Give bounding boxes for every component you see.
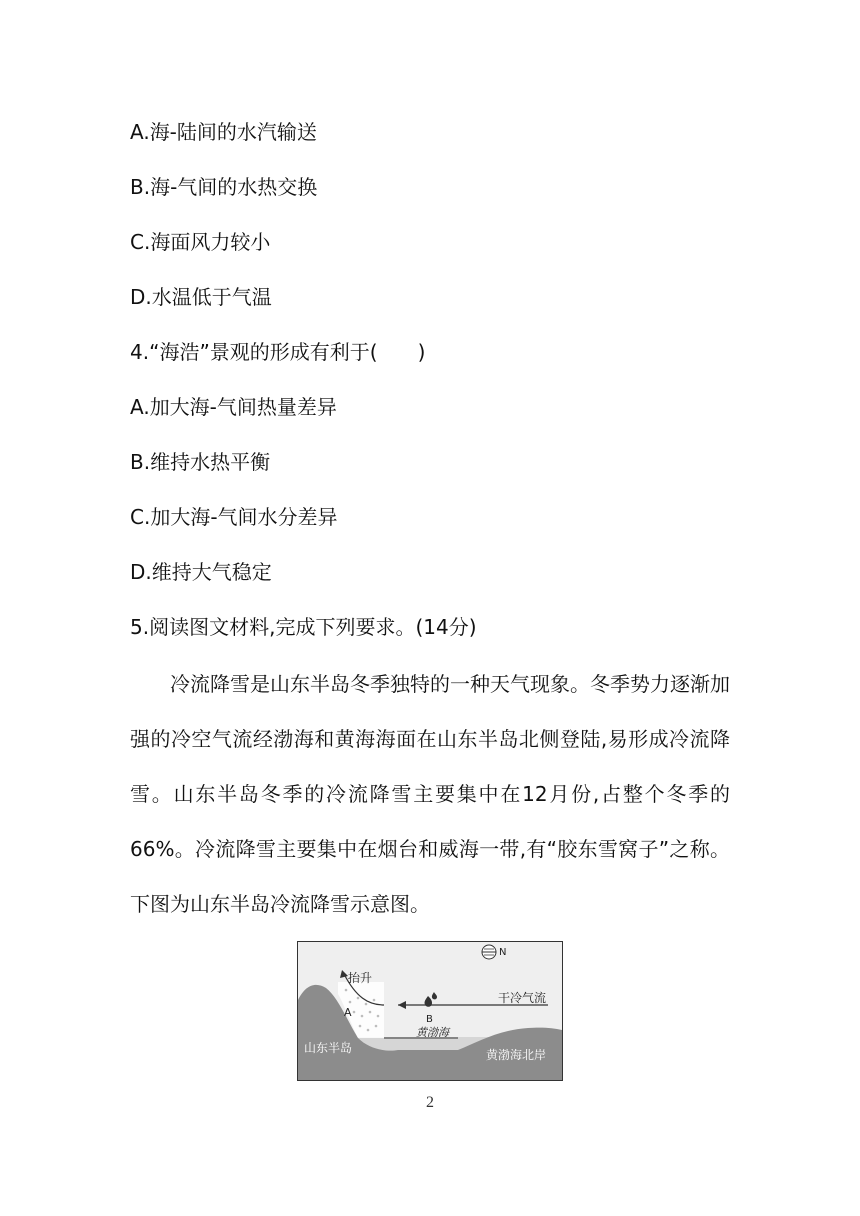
option-4c: C.加大海-气间水分差异 [130,505,338,529]
option-4d: D.维持大气稳定 [130,560,272,584]
compass-icon [482,945,496,959]
option-3b: B.海-气间的水热交换 [130,175,318,199]
lift-label: 抬升 [348,971,373,985]
point-a-label: A [344,1006,352,1019]
sea-label: 黄渤海 [416,1026,449,1039]
page-number: 2 [426,1094,434,1111]
option-4a: A.加大海-气间热量差异 [130,395,337,419]
cold-air-label: 干冷气流 [498,991,547,1005]
question-5-passage: 冷流降雪是山东半岛冬季独特的一种天气现象。冬季势力逐渐加强的冷空气流经渤海和黄海海面在山东半岛北侧登陆,易形成冷流降雪。山东半岛冬季的冷流降雪主要集中在12月份,占整个冬季的66%。冷流降雪主要集中在烟台和威海一带,有“胶东雪窝子”之称。下图为山东半岛冷流降雪示意图。 [130,672,730,916]
north-shore-label: 黄渤海北岸 [486,1048,547,1062]
cold-flow-snow-diagram [297,941,563,1081]
compass-label: N [499,947,507,958]
option-3d: D.水温低于气温 [130,285,272,309]
question-5-stem: 5.阅读图文材料,完成下列要求。(14分) [130,615,477,639]
option-3c: C.海面风力较小 [130,230,271,254]
option-4b: B.维持水热平衡 [130,450,271,474]
question-4-stem: 4.“海浩”景观的形成有利于( ) [130,340,426,364]
peninsula-label: 山东半岛 [304,1041,353,1055]
option-3a: A.海-陆间的水汽输送 [130,120,317,144]
point-b-label: B [426,1014,433,1025]
